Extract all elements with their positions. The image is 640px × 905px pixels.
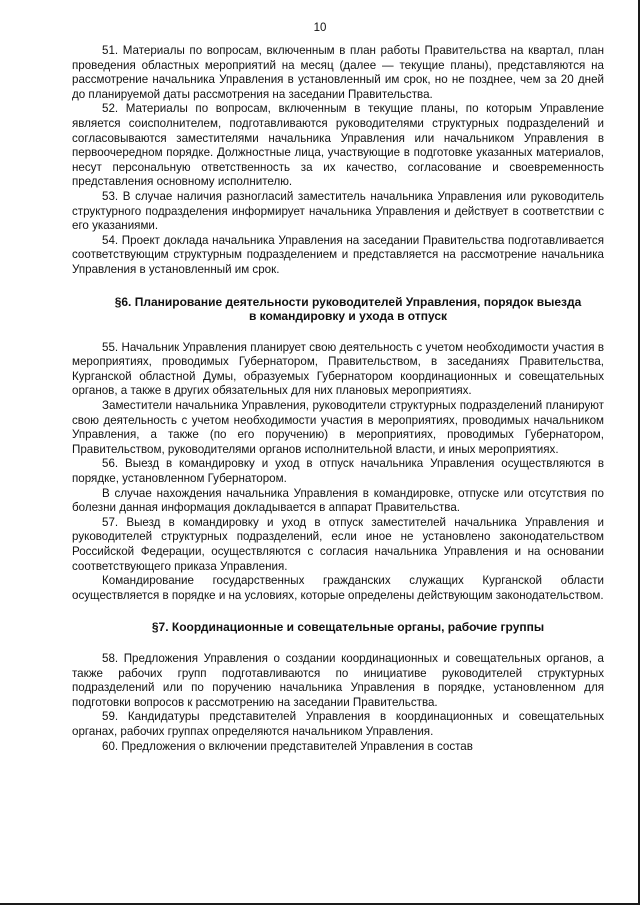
paragraph-53: 53. В случае наличия разногласий заместитель начальника Управления или руководитель структурного подразделения информирует начальника Управления и действует в соответствии с его указаниями. xyxy=(72,189,604,233)
paragraph-55-deputies: Заместители начальника Управления, руководители структурных подразделений планируют свою деятельность с учетом необходимости участия в мероприятиях, проводимых начальником Управления, а также (по его поручению) в мероприятиях, проводимых Губернатором, Правительством, руководителями органов исполнительной власти, и иных мероприятиях. xyxy=(72,399,604,456)
page-number: 10 xyxy=(313,22,327,34)
paragraph-54: 54. Проект доклада начальника Управления на заседании Правительства подготавливается соответствующим структурным подразделением и представляется на рассмотрение начальника Управления в установленный им срок. xyxy=(72,233,604,276)
paragraph-59: 59. Кандидатуры представителей Управления в координационных и совещательных органах, рабочих группах определяются начальником Управления. xyxy=(72,710,604,738)
section-7-heading: §7. Координационные и совещательные органы, рабочие группы xyxy=(151,620,545,635)
paragraph-58: 58. Предложения Управления о создании координационных и совещательных органов, а также рабочих групп подготавливаются по инициативе руководителей структурных подразделений или по поручению начальника Управления в порядке, установленном для подготовки вопросов к рассмотрению на заседании Правительства. xyxy=(72,651,604,709)
paragraph-51: 51. Материалы по вопросам, включенным в план работы Правительства на квартал, план проведения областных мероприятий на месяц (далее — текущие планы), представляются на рассмотрение начальника Управления в установленный им срок, но не позднее, чем за 20 дней до планируемой даты рассмотрения на заседании Правительства. xyxy=(72,44,604,101)
paragraph-60: 60. Предложения о включении представителей Управления в состав xyxy=(102,739,473,753)
paragraph-57: 57. Выезд в командировку и уход в отпуск заместителей начальника Управления и руководителей структурных подразделений, если иное не установлено законодательством Российской Федерации, осуществляются с согласия начальника Управления и на основании соответствующего приказа Управления. xyxy=(72,515,604,573)
paragraph-56-absence: В случае нахождения начальника Управления в командировке, отпуске или отсутствия по болезни данная информация докладывается в аппарат Правительства. xyxy=(72,486,604,515)
paragraph-57-civil-servants: Командирование государственных гражданских служащих Курганской области осуществляется в порядке и на условиях, которые определены действующим законодательством. xyxy=(72,574,604,602)
paragraph-56: 56. Выезд в командировку и уход в отпуск начальника Управления осуществляются в порядке, установленном Губернатором. xyxy=(72,457,604,486)
document-body xyxy=(72,44,604,754)
paragraph-52: 52. Материалы по вопросам, включенным в текущие планы, по которым Управление является соисполнителем, подготавливаются руководителями структурных подразделений и согласовываются заместителями начальника Управления или начальником Управления в первоочередном порядке. Должностные лица, участвующие в подготовке указанных материалов, несут персональную ответственность за их качество, согласование и своевременность представления основному исполнителю. xyxy=(72,102,604,189)
section-6-heading: §6. Планирование деятельности руководителей Управления, порядок выезда в командировку и ухода в отпуск xyxy=(114,294,582,324)
paragraph-55: 55. Начальник Управления планирует свою деятельность с учетом необходимости участия в мероприятиях, проводимых Губернатором, Правительством, в заседаниях Правительства, Курганской областной Думы, образуемых Губернатором координационных и совещательных органов, а также в других обязательных для них плановых мероприятиях. xyxy=(72,340,604,398)
